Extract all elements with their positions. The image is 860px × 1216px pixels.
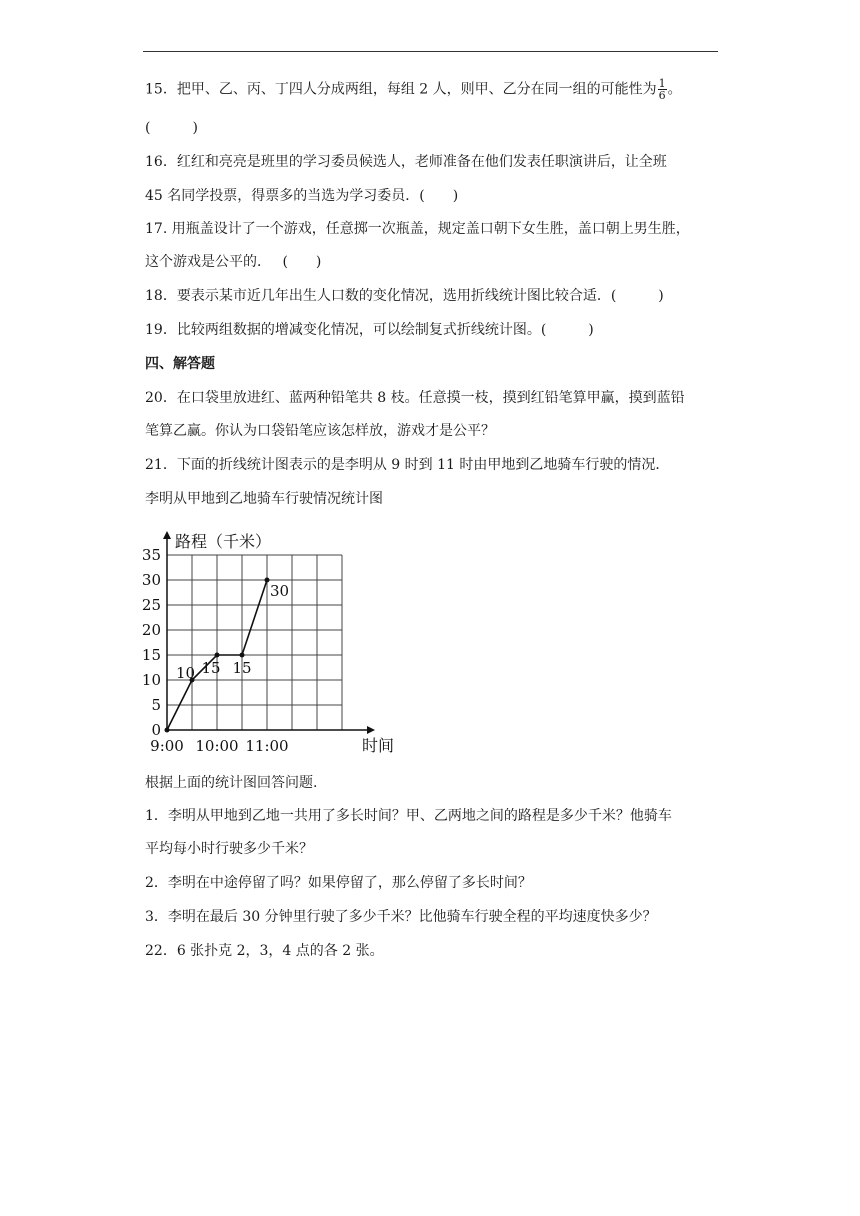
data-point (265, 578, 270, 583)
question-15 (145, 78, 682, 101)
y-axis-title: 路程（千米） (175, 532, 272, 551)
data-point (240, 653, 245, 658)
y-tick-label: 10 (141, 671, 161, 689)
followup-1-line-2: 平均每小时行驶多少千米？ (145, 841, 313, 857)
question-15-text: 15．把甲、乙、丙、丁四人分成两组，每组 2 人，则甲、乙分在同一组的可能性为 (145, 81, 657, 98)
data-label: 15 (232, 659, 252, 677)
y-tick-label: 25 (141, 596, 161, 614)
y-tick-label: 5 (151, 696, 161, 714)
question-17-line-1: 17. 用瓶盖设计了一个游戏，任意掷一次瓶盖，规定盖口朝下女生胜，盖口朝上男生胜， (145, 221, 690, 237)
x-tick-label: 11:00 (245, 737, 289, 755)
y-axis-arrow (163, 531, 171, 539)
question-18: 18．要表示某市近几年出生人口数的变化情况，选用折线统计图比较合适．( ) (145, 288, 664, 304)
fraction-denominator: 6 (658, 89, 666, 102)
question-17-line-2: 这个游戏是公平的． ( ) (145, 254, 322, 270)
question-20-line-1: 20．在口袋里放进红、蓝两种铅笔共 8 枝。任意摸一枝，摸到红铅笔算甲赢，摸到蓝铅 (145, 390, 685, 406)
data-point (215, 653, 220, 658)
question-15-end: 。 (667, 81, 682, 98)
y-tick-label: 30 (141, 571, 161, 589)
followup-2: 2．李明在中途停留了吗？如果停留了，那么停留了多长时间？ (145, 875, 532, 891)
data-point (165, 728, 170, 733)
y-tick-label: 0 (151, 721, 161, 739)
fraction-one-sixth (658, 78, 667, 101)
y-tick-label: 20 (141, 621, 161, 639)
followup-intro: 根据上面的统计图回答问题. (145, 775, 318, 791)
y-tick-label: 35 (141, 546, 161, 564)
question-19: 19．比较两组数据的增减变化情况，可以绘制复式折线统计图。( ) (145, 322, 594, 338)
followup-3: 3．李明在最后 30 分钟里行驶了多少千米？比他骑车行驶全程的平均速度快多少？ (145, 909, 657, 925)
y-tick-label: 15 (141, 646, 161, 664)
question-21-line-1: 21．下面的折线统计图表示的是李明从 9 时到 11 时由甲地到乙地骑车行驶的情况． (145, 457, 670, 473)
question-16-line-2: 45 名同学投票，得票多的当选为学习委员．( ) (145, 188, 459, 204)
question-22: 22．6 张扑克 2，3，4 点的各 2 张。 (145, 943, 384, 959)
x-tick-label: 10:00 (195, 737, 239, 755)
x-tick-label: 9:00 (150, 737, 184, 755)
chart-caption: 李明从甲地到乙地骑车行驶情况统计图 (145, 491, 383, 507)
question-16-line-1: 16．红红和亮亮是班里的学习委员候选人，老师准备在他们发表任职演讲后，让全班 (145, 154, 667, 170)
data-label: 10 (176, 664, 196, 682)
line-chart (141, 520, 395, 760)
data-label: 30 (270, 582, 290, 600)
x-axis-title: 时间 (362, 736, 395, 755)
question-15-answer-paren: ( ) (145, 120, 198, 136)
data-label: 15 (201, 659, 221, 677)
fraction-numerator: 1 (658, 77, 666, 90)
question-20-line-2: 笔算乙赢。你认为口袋铅笔应该怎样放，游戏才是公平？ (145, 423, 495, 439)
x-axis-arrow (367, 726, 375, 734)
chart-axes (163, 531, 394, 755)
followup-1-line-1: 1．李明从甲地到乙地一共用了多长时间？甲、乙两地之间的路程是多少千米？他骑车 (145, 808, 672, 824)
chart-grid (167, 555, 342, 730)
section-heading: 四、解答题 (145, 356, 215, 372)
chart-labels (176, 582, 289, 682)
top-rule (143, 51, 718, 52)
